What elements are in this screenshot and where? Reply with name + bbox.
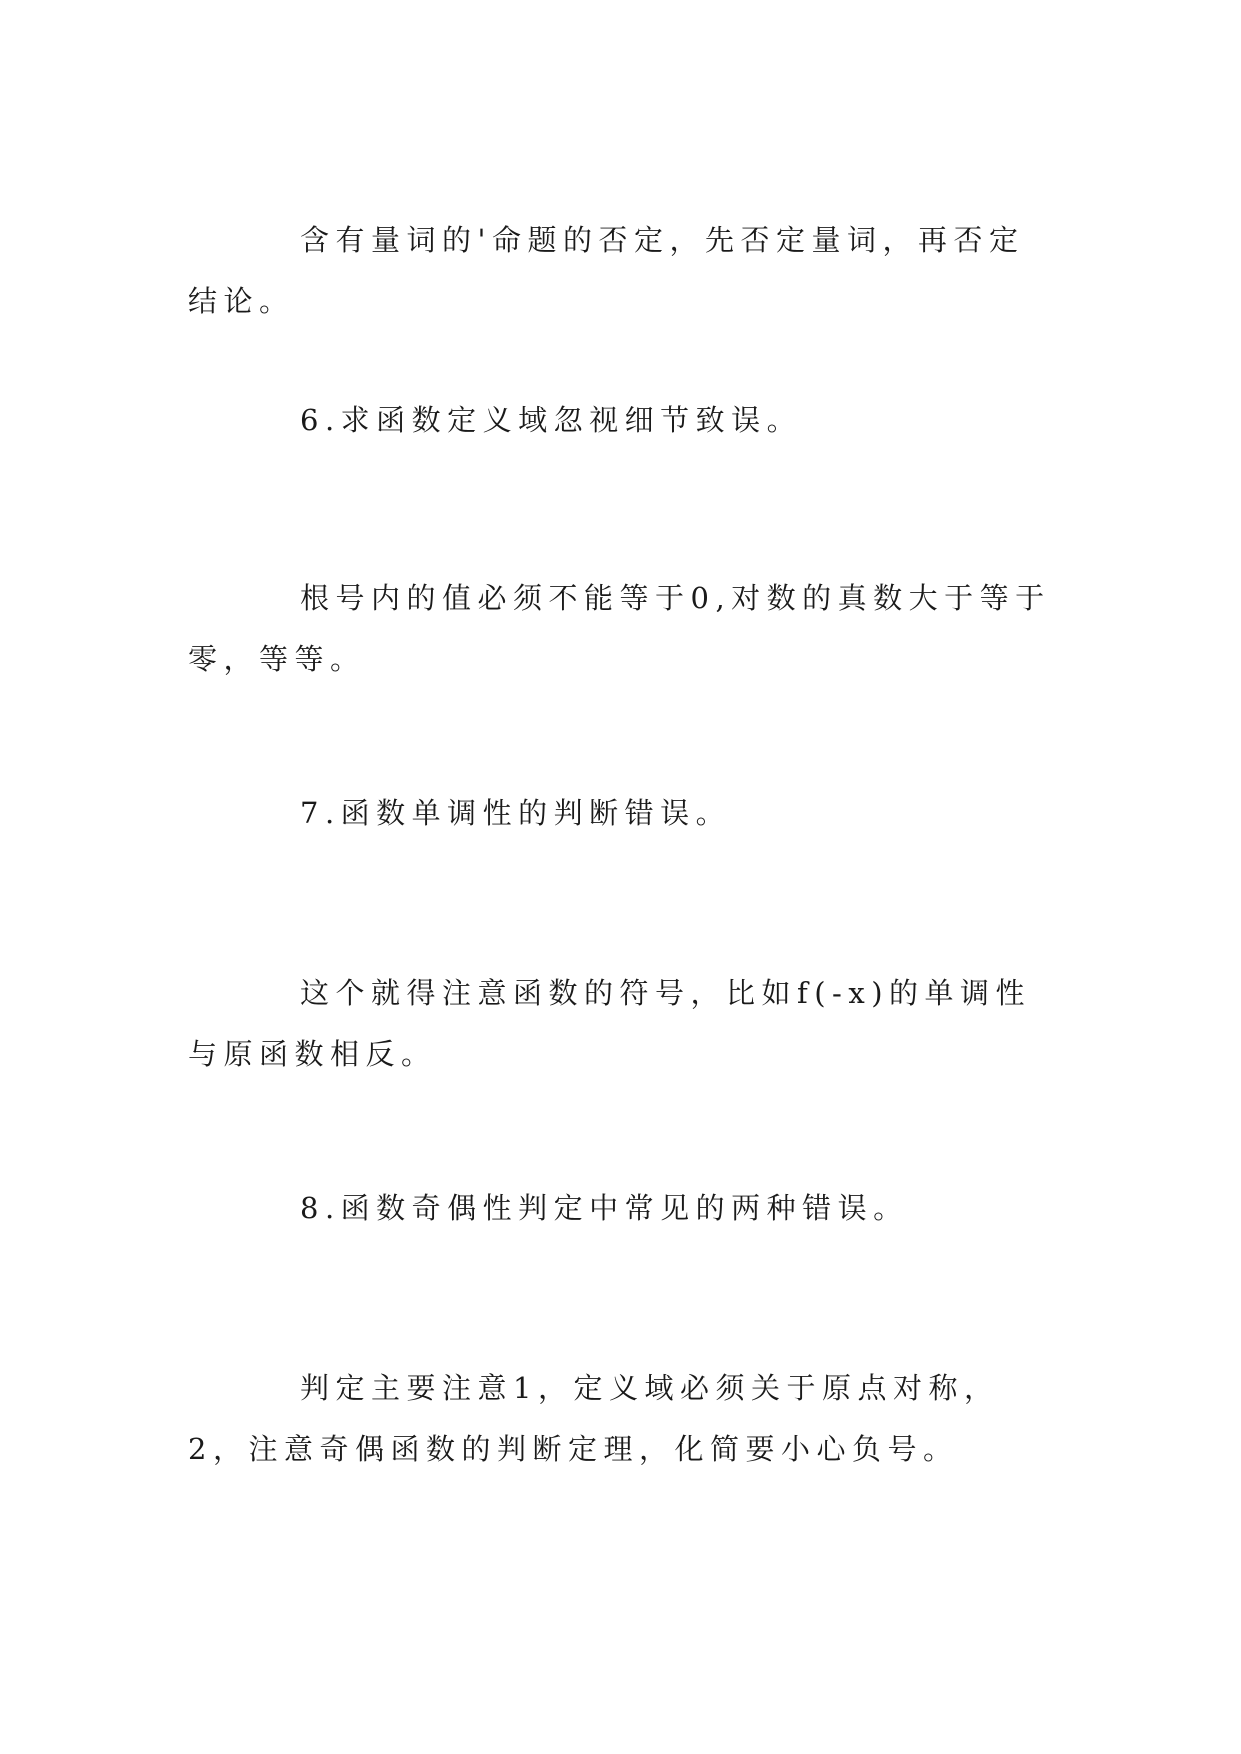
heading-monotonicity-errors: 7.函数单调性的判断错误。: [300, 796, 732, 830]
heading-domain-errors: 6.求函数定义域忽视细节致误。: [300, 403, 803, 437]
paragraph-quantifier-negation: 含有量词的'命题的否定，先否定量词，再否定结论。: [188, 223, 1025, 318]
heading-parity-errors: 8.函数奇偶性判定中常见的两种错误。: [300, 1191, 909, 1225]
paragraph-domain-details: 根号内的值必须不能等于0,对数的真数大于等于零，等等。: [188, 581, 1051, 676]
paragraph-monotonicity-details: 这个就得注意函数的符号，比如f(-x)的单调性与原函数相反。: [188, 976, 1032, 1071]
paragraph-parity-details: 判定主要注意1，定义域必须关于原点对称，2，注意奇偶函数的判断定理，化简要小心负号。: [188, 1371, 1000, 1466]
